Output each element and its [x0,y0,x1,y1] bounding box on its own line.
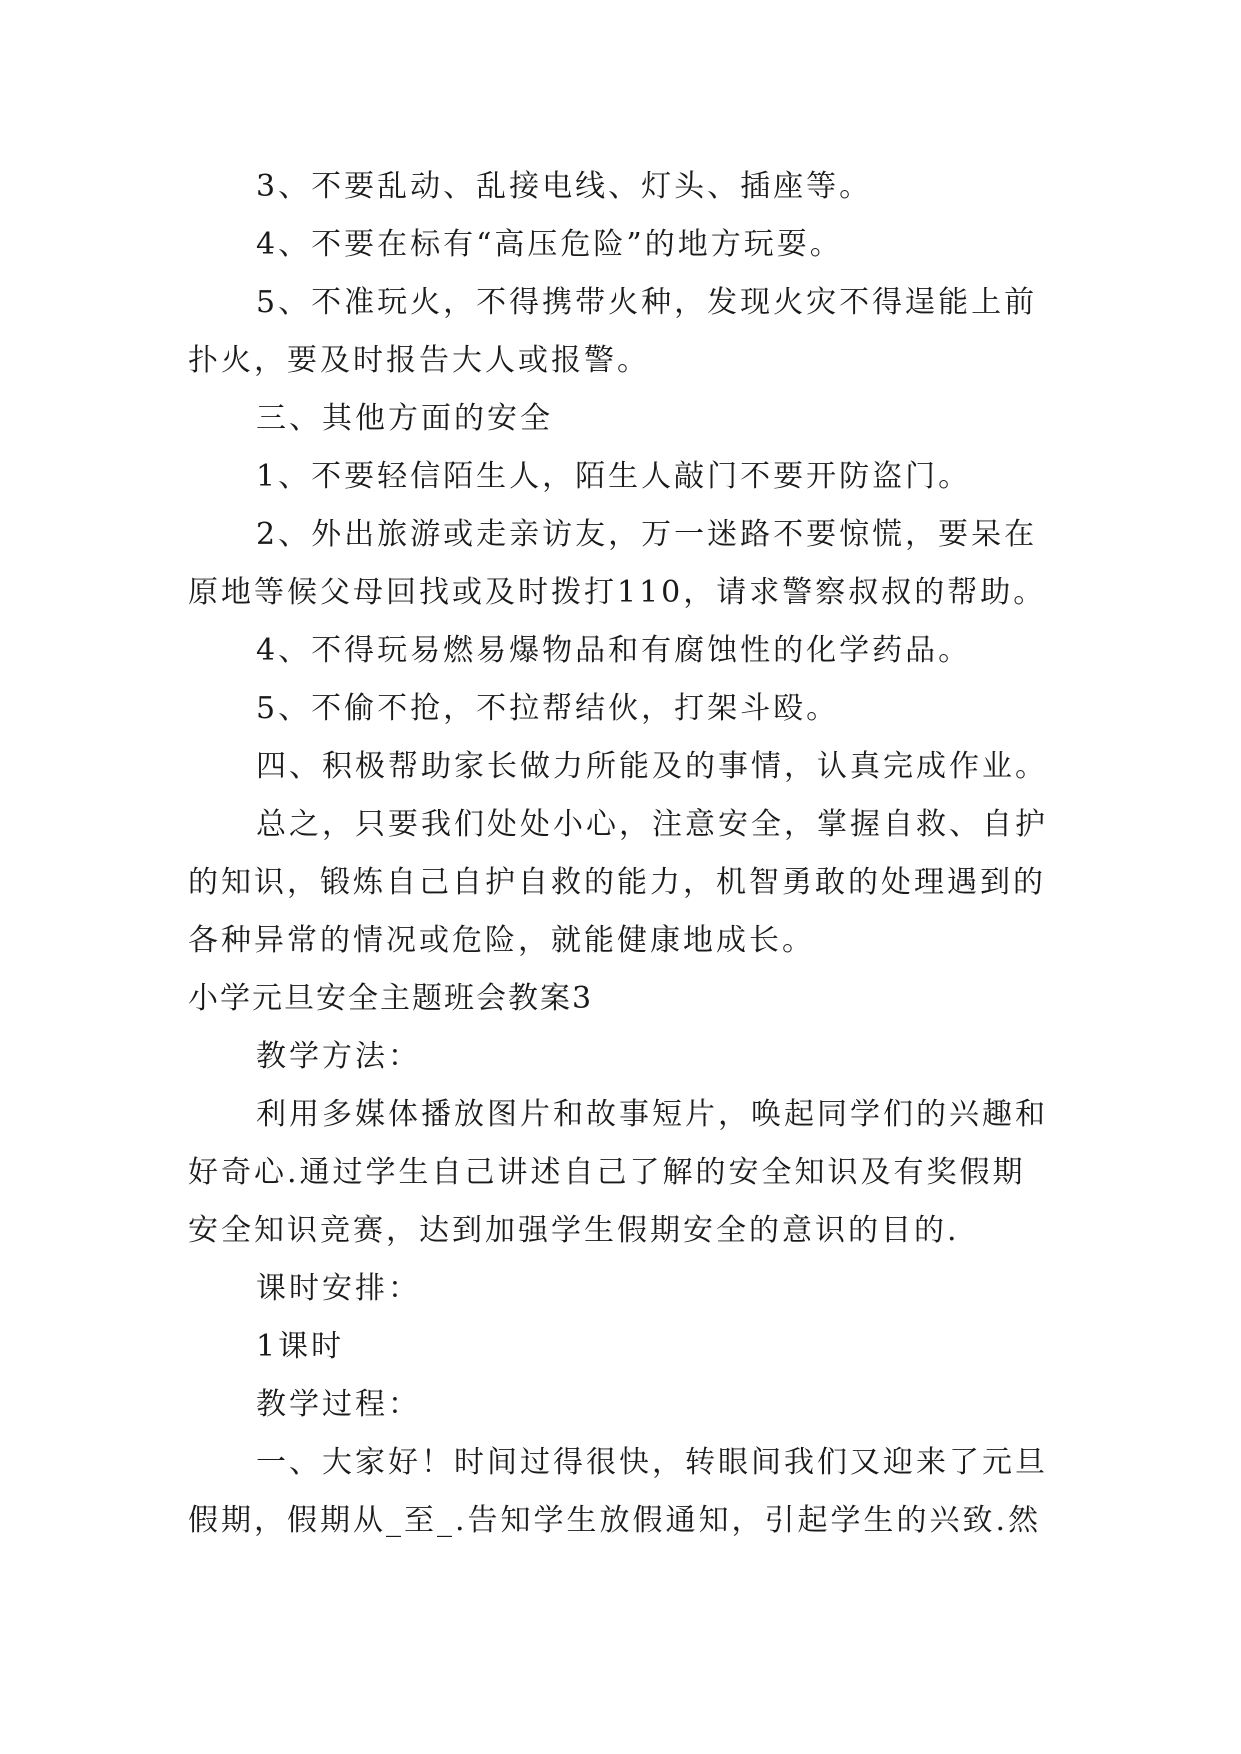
paragraph-line: 各种异常的情况或危险，就能健康地成长。 [188,923,815,958]
paragraph-line: 1课时 [256,1329,345,1364]
paragraph-line: 原地等候父母回找或及时拨打110，请求警察叔叔的帮助。 [188,575,1047,610]
paragraph-line: 利用多媒体播放图片和故事短片，唤起同学们的兴趣和 [256,1097,1048,1132]
paragraph-line: 4、不要在标有“高压危险”的地方玩耍。 [256,227,843,262]
paragraph-line: 一、大家好！时间过得很快，转眼间我们又迎来了元旦 [256,1445,1048,1480]
paragraph-line: 安全知识竞赛，达到加强学生假期安全的意识的目的. [188,1213,960,1248]
paragraph-line: 1、不要轻信陌生人，陌生人敲门不要开防盗门。 [256,459,972,494]
section-heading: 三、其他方面的安全 [256,401,553,436]
paragraph-line: 总之，只要我们处处小心，注意安全，掌握自救、自护 [256,807,1048,842]
paragraph-line: 扑火，要及时报告大人或报警。 [188,343,650,378]
subheading: 课时安排： [256,1271,421,1306]
paragraph-line: 好奇心.通过学生自己讲述自己了解的安全知识及有奖假期 [188,1155,1026,1190]
paragraph-line: 3、不要乱动、乱接电线、灯头、插座等。 [256,169,873,204]
paragraph-line: 4、不得玩易燃易爆物品和有腐蚀性的化学药品。 [256,633,972,668]
paragraph-line: 假期，假期从_至_.告知学生放假通知，引起学生的兴致.然 [188,1503,1042,1538]
paragraph-line: 2、外出旅游或走亲访友，万一迷路不要惊慌，要呆在 [256,517,1038,552]
subheading: 教学方法： [256,1039,421,1074]
section-heading: 四、积极帮助家长做力所能及的事情，认真完成作业。 [256,749,1048,784]
paragraph-line: 5、不准玩火，不得携带火种，发现火灾不得逞能上前 [256,285,1038,320]
paragraph-line: 5、不偷不抢，不拉帮结伙，打架斗殴。 [256,691,840,726]
subheading: 教学过程： [256,1387,421,1422]
lesson-title: 小学元旦安全主题班会教案3 [188,981,594,1016]
paragraph-line: 的知识，锻炼自己自护自救的能力，机智勇敢的处理遇到的 [188,865,1046,900]
